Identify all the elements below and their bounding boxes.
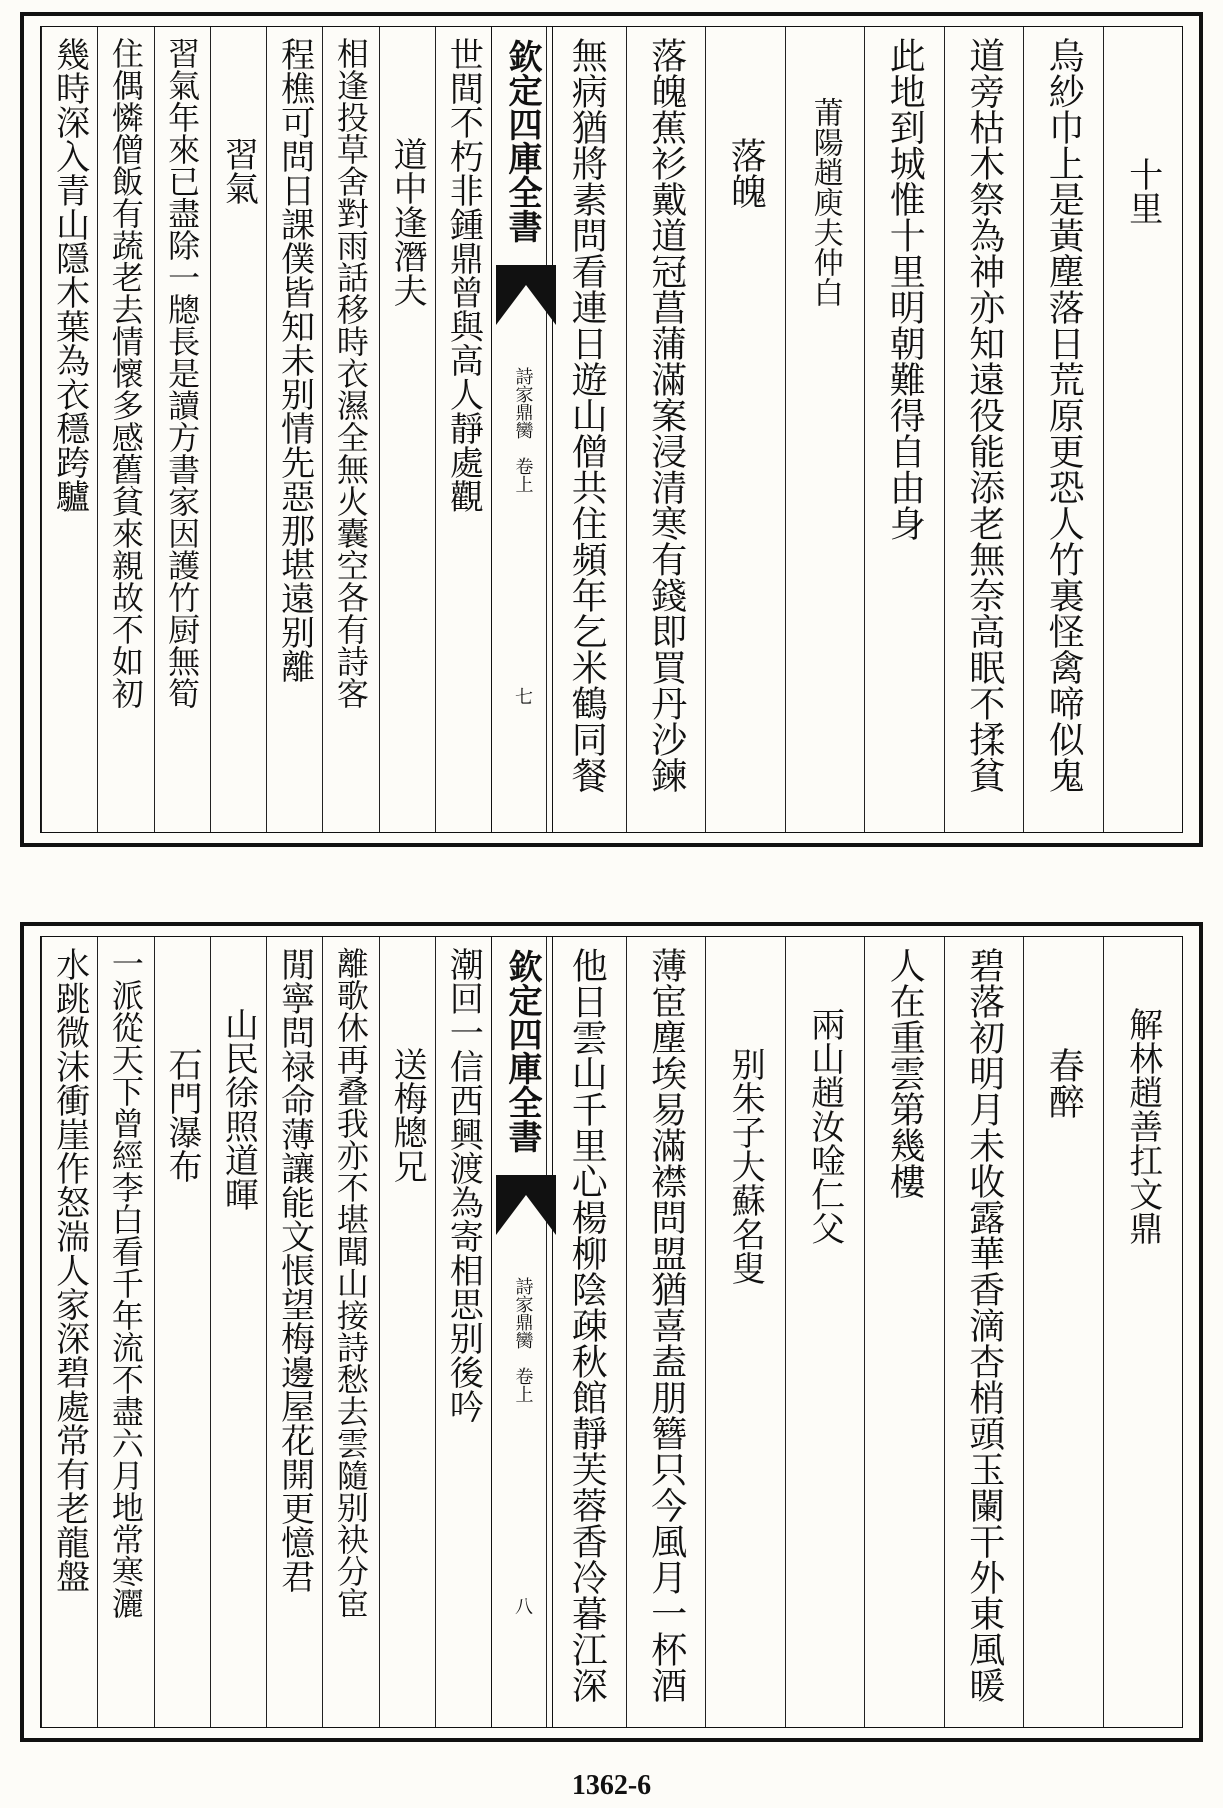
bottom-col-3: 碧落初明月未收露華香滴杏梢頭玉闌干外東風暖 bbox=[944, 937, 1024, 1727]
top-col-2: 烏紗巾上是黃塵落日荒原更恐人竹裏怪禽啼似鬼 bbox=[1023, 27, 1103, 832]
top-left-text-block bbox=[41, 27, 491, 832]
top-col-16: 幾時深入青山隱木葉為衣穩跨驢 bbox=[41, 27, 97, 832]
top-col-4: 此地到城惟十里明朝難得自由身 bbox=[864, 27, 944, 832]
top-col-14: 習氣年來已盡除一牕長是讀方書家因護竹厨無筍 bbox=[154, 27, 210, 832]
bottom-center-strip bbox=[491, 937, 553, 1727]
top-center-sub: 詩家鼎臠 卷上 bbox=[512, 367, 534, 493]
fish-tail-mark-icon bbox=[496, 265, 556, 325]
top-col-1: 十里 bbox=[1103, 27, 1183, 832]
bottom-col-10: 送梅牕兄 bbox=[379, 937, 435, 1727]
top-col-13: 習氣 bbox=[210, 27, 266, 832]
top-col-11: 相逢投草舍對雨話移時衣濕全無火囊空各有詩客 bbox=[322, 27, 378, 832]
bottom-col-14: 石門瀑布 bbox=[154, 937, 210, 1727]
top-col-6: 落魄 bbox=[705, 27, 785, 832]
top-col-10: 道中逢潛夫 bbox=[379, 27, 435, 832]
bottom-col-4: 人在重雲第幾樓 bbox=[864, 937, 944, 1727]
top-page-number: 七 bbox=[512, 687, 533, 705]
bottom-center-head: 欽定四庫全書 bbox=[502, 949, 542, 1153]
top-col-7: 落魄蕉衫戴道冠菖蒲滿案浸清寒有錢即買丹沙鍊 bbox=[626, 27, 706, 832]
top-col-12: 程樵可問日課僕皆知未别情先惡那堪遠别離 bbox=[266, 27, 322, 832]
bottom-col-6: 别朱子大蘇名叟 bbox=[705, 937, 785, 1727]
bottom-col-11: 離歌休再叠我亦不堪聞山接詩愁去雲隨别袂分宦 bbox=[322, 937, 378, 1727]
bottom-col-9: 潮回一信西興渡為寄相思别後吟 bbox=[435, 937, 491, 1727]
bottom-col-8: 他日雲山千里心楊柳陰疎秋館靜芙蓉香冷暮江深 bbox=[546, 937, 626, 1727]
top-right-text-block bbox=[546, 27, 1182, 832]
bottom-left-text-block bbox=[41, 937, 491, 1727]
top-col-15: 住偶憐僧飯有蔬老去情懷多感舊貧來親故不如初 bbox=[97, 27, 153, 832]
bottom-col-13: 山民徐照道暉 bbox=[210, 937, 266, 1727]
fish-tail-mark-icon bbox=[496, 1175, 556, 1235]
bottom-page bbox=[20, 922, 1203, 1742]
bottom-page-frame bbox=[40, 936, 1183, 1728]
top-col-9: 世間不朽非鍾鼎曾與高人靜處觀 bbox=[435, 27, 491, 832]
bottom-col-16: 水跳微沫衝崖作怒湍人家深碧處常有老龍盤 bbox=[41, 937, 97, 1727]
top-center-strip bbox=[491, 27, 553, 832]
bottom-col-12: 閒寧問禄命薄讓能文悵望梅邊屋花開更憶君 bbox=[266, 937, 322, 1727]
bottom-center-sub: 詩家鼎臠 卷上 bbox=[512, 1277, 534, 1403]
top-page-frame bbox=[40, 26, 1183, 833]
top-col-8: 無病猶將素問看連日遊山僧共住頻年乞米鶴同餐 bbox=[546, 27, 626, 832]
bottom-col-15: 一派從天下曾經李白看千年流不盡六月地常寒灑 bbox=[97, 937, 153, 1727]
top-col-5: 莆陽趙庾夫仲白 bbox=[785, 27, 865, 832]
top-page bbox=[20, 12, 1203, 847]
bottom-page-number: 八 bbox=[512, 1597, 533, 1615]
bottom-right-text-block bbox=[546, 937, 1182, 1727]
bottom-col-5: 兩山趙汝唫仁父 bbox=[785, 937, 865, 1727]
top-col-3: 道旁枯木祭為神亦知遠役能添老無奈高眠不揉貧 bbox=[944, 27, 1024, 832]
bottom-col-7: 薄宦塵埃易滿襟問盟猶喜盍朋簪只今風月一杯酒 bbox=[626, 937, 706, 1727]
page-footer-code: 1362-6 bbox=[571, 1770, 652, 1801]
bottom-col-1: 解林趙善扛文鼎 bbox=[1103, 937, 1183, 1727]
bottom-col-2: 春醉 bbox=[1023, 937, 1103, 1727]
top-center-head: 欽定四庫全書 bbox=[502, 39, 542, 243]
